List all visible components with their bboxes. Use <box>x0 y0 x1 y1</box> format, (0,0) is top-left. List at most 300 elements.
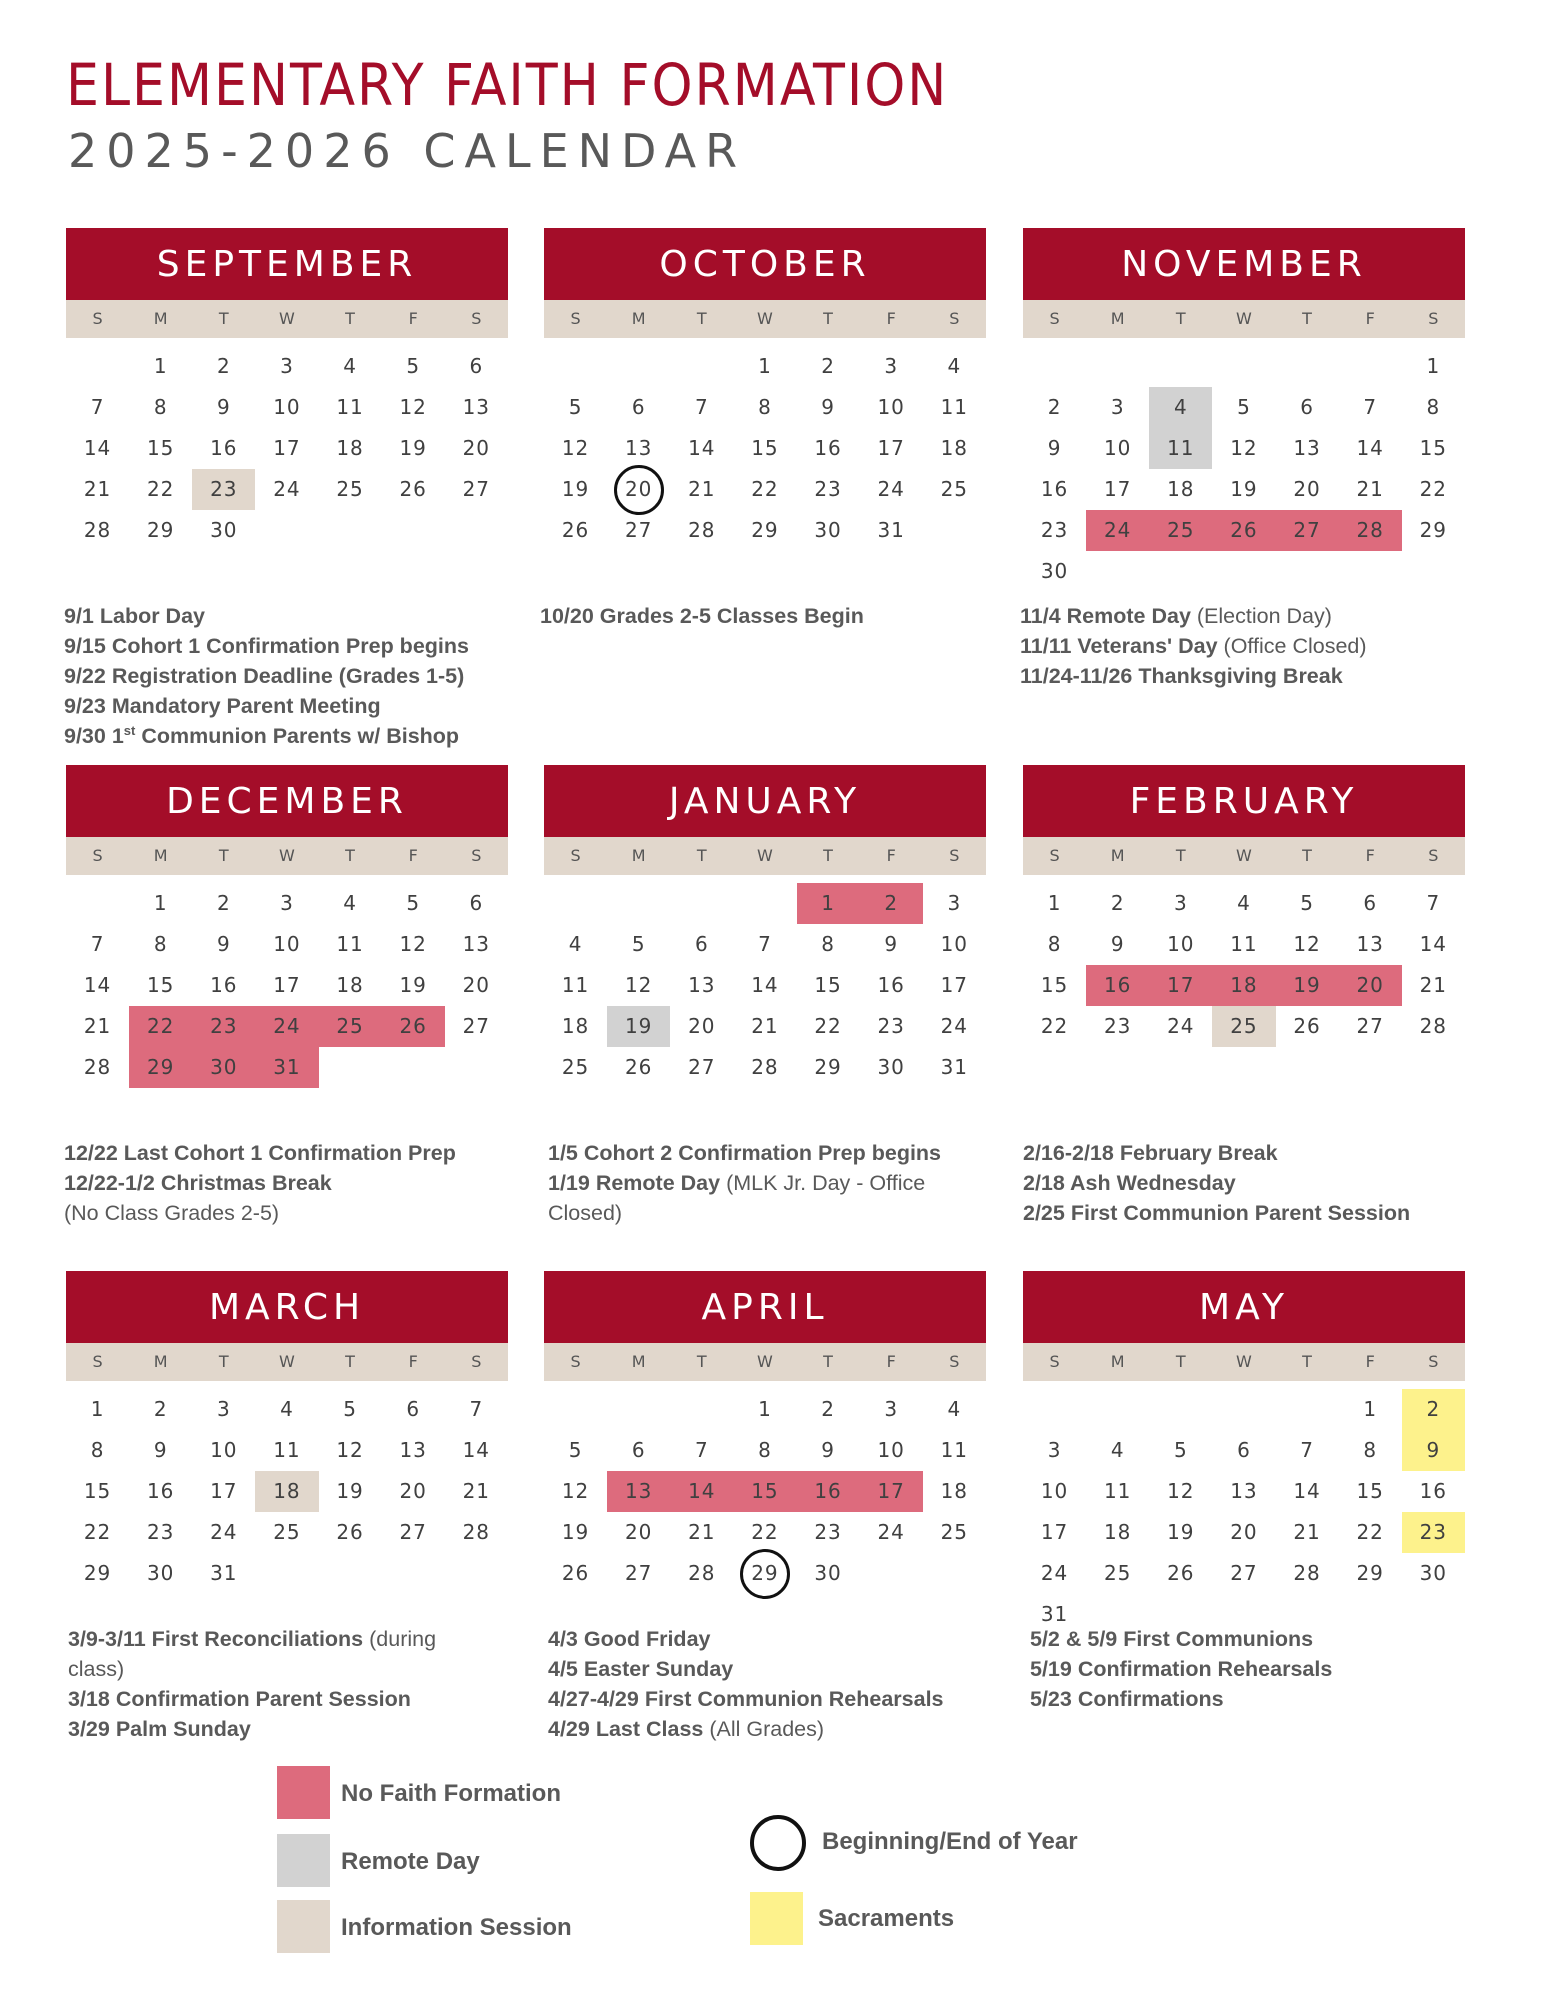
day-cell: 1 <box>153 891 168 915</box>
day-cell: 11 <box>1149 428 1212 469</box>
day-cell: 3 <box>280 354 294 378</box>
day-cell: 14 <box>1419 932 1448 956</box>
legend-circle-icon <box>750 1815 806 1871</box>
note-line <box>64 631 534 661</box>
day-cell: 27 <box>688 1055 716 1079</box>
day-cell: 16 <box>1419 1479 1448 1503</box>
day-cell: 30 <box>877 1055 905 1079</box>
day-cell: 8 <box>1363 1438 1378 1462</box>
day-cell: 9 <box>216 395 231 419</box>
note-normal-text: class) <box>68 1657 125 1681</box>
day-cell: 8 <box>153 932 168 956</box>
weekday-label: W <box>1236 309 1252 328</box>
weekday-label: S <box>1428 846 1439 865</box>
day-cell: 30 <box>1419 1561 1448 1585</box>
day-cell: 1 <box>758 354 772 378</box>
weekday-label: S <box>1049 309 1060 328</box>
day-cell: 24 <box>940 1014 969 1038</box>
day-cell: 3 <box>1047 1438 1062 1462</box>
day-cell: 4 <box>280 1397 294 1421</box>
day-cell: 21 <box>462 1479 491 1503</box>
weekday-label: M <box>631 1352 646 1371</box>
month-header: NOVEMBER <box>1023 228 1465 300</box>
note-bold-text: 9/15 Cohort 1 Confirmation Prep begins <box>64 634 469 658</box>
month-january <box>544 765 986 1088</box>
day-cell: 14 <box>1356 436 1384 460</box>
day-cell: 16 <box>210 436 238 460</box>
day-grid <box>66 1389 508 1594</box>
note-bold-text: 10/20 Grades 2-5 Classes Begin <box>540 604 864 628</box>
note-bold-text: 4/5 Easter Sunday <box>548 1657 734 1681</box>
day-cell: 7 <box>90 932 105 956</box>
day-cell: 29 <box>129 1047 192 1088</box>
day-cell: 12 <box>336 1438 364 1462</box>
day-cell: 17 <box>1040 1520 1069 1544</box>
day-cell: 4 <box>947 1397 962 1421</box>
day-cell: 24 <box>1040 1561 1069 1585</box>
day-cell: 13 <box>462 932 491 956</box>
day-cell: 1 <box>1363 1397 1378 1421</box>
legend-label-information-session: Information Session <box>341 1914 572 1941</box>
day-cell: 24 <box>877 1520 905 1544</box>
day-cell: 22 <box>1356 1520 1384 1544</box>
day-cell: 26 <box>1167 1561 1195 1585</box>
note-bold-text: 2/25 First Communion Parent Session <box>1023 1201 1411 1225</box>
day-cell: 17 <box>210 1479 238 1503</box>
day-cell: 31 <box>1040 1602 1069 1626</box>
day-cell: 9 <box>153 1438 168 1462</box>
legend-label-remote-day: Remote Day <box>341 1848 480 1875</box>
day-cell: 1 <box>90 1397 105 1421</box>
day-cell: 13 <box>624 436 653 460</box>
day-cell: 9 <box>821 395 835 419</box>
day-cell: 18 <box>940 436 969 460</box>
day-cell: 7 <box>758 932 772 956</box>
note-normal-text: Closed) <box>548 1201 623 1225</box>
day-cell: 28 <box>462 1520 491 1544</box>
note-bold-text: 2/18 Ash Wednesday <box>1023 1171 1236 1195</box>
note-line <box>1020 661 1490 691</box>
day-cell: 30 <box>210 518 238 542</box>
day-cell: 19 <box>561 1520 590 1544</box>
note-line <box>548 1198 1018 1228</box>
day-cell: 2 <box>821 1397 835 1421</box>
day-cell: 14 <box>688 436 716 460</box>
day-cell: 17 <box>877 436 905 460</box>
note-bold-text: 9/22 Registration Deadline (Grades 1-5) <box>64 664 465 688</box>
day-cell: 5 <box>568 1438 583 1462</box>
notes-march <box>68 1624 538 1744</box>
weekday-label: S <box>570 1352 581 1371</box>
day-cell: 25 <box>336 477 364 501</box>
day-cell: 17 <box>1149 965 1212 1006</box>
day-cell: 26 <box>1212 510 1275 551</box>
day-cell: 16 <box>877 973 905 997</box>
day-cell: 31 <box>255 1047 318 1088</box>
day-cell: 13 <box>607 1471 670 1512</box>
day-cell: 5 <box>1173 1438 1188 1462</box>
month-header: APRIL <box>544 1271 986 1343</box>
note-bold-text: 3/29 Palm Sunday <box>68 1717 251 1741</box>
notes-september <box>64 601 534 751</box>
note-bold-text: 4/27-4/29 First Communion Rehearsals <box>548 1687 944 1711</box>
day-cell: 1 <box>1426 354 1441 378</box>
note-line <box>1030 1654 1500 1684</box>
day-cell: 6 <box>631 395 646 419</box>
day-cell: 10 <box>1040 1479 1069 1503</box>
empty-day-cell <box>1086 1389 1149 1430</box>
day-cell: 26 <box>624 1055 653 1079</box>
note-line <box>64 721 534 751</box>
note-line <box>548 1654 1018 1684</box>
day-cell: 9 <box>1047 436 1062 460</box>
legend-swatch-sacraments <box>750 1892 803 1945</box>
day-cell: 26 <box>1293 1014 1321 1038</box>
day-cell: 17 <box>940 973 969 997</box>
day-cell: 25 <box>561 1055 590 1079</box>
day-cell: 21 <box>1356 477 1384 501</box>
weekday-label: T <box>823 846 833 865</box>
day-cell: 28 <box>688 1561 716 1585</box>
day-cell: 14 <box>83 436 112 460</box>
note-bold-text: 11/11 Veterans' Day <box>1020 634 1218 658</box>
day-cell: 12 <box>1167 1479 1195 1503</box>
day-cell: 6 <box>631 1438 646 1462</box>
note-bold-text: 3/18 Confirmation Parent Session <box>68 1687 411 1711</box>
weekday-label: T <box>218 309 229 328</box>
weekday-row <box>66 1343 508 1381</box>
day-cell: 6 <box>1363 891 1378 915</box>
note-line <box>64 1138 534 1168</box>
empty-day-cell <box>1023 1389 1086 1430</box>
day-cell: 11 <box>336 932 364 956</box>
day-cell: 6 <box>469 891 484 915</box>
day-cell: 15 <box>1040 973 1069 997</box>
day-cell: 3 <box>216 1397 231 1421</box>
weekday-label: M <box>1110 846 1125 865</box>
day-cell: 21 <box>751 1014 779 1038</box>
month-header: MAY <box>1023 1271 1465 1343</box>
day-cell: 5 <box>631 932 646 956</box>
weekday-label: W <box>1236 846 1252 865</box>
month-september <box>66 228 508 551</box>
day-cell: 17 <box>273 436 301 460</box>
note-line <box>64 661 534 691</box>
day-cell: 19 <box>1230 477 1258 501</box>
weekday-label: S <box>570 309 581 328</box>
note-line <box>68 1684 538 1714</box>
note-line <box>68 1714 538 1744</box>
day-cell: 15 <box>1356 1479 1384 1503</box>
day-cell: 8 <box>90 1438 105 1462</box>
note-bold-text: 4/3 Good Friday <box>548 1627 711 1651</box>
day-cell: 25 <box>319 1006 382 1047</box>
day-cell: 28 <box>751 1055 779 1079</box>
day-cell: 6 <box>1237 1438 1251 1462</box>
empty-day-cell <box>670 346 733 387</box>
day-cell: 10 <box>877 395 905 419</box>
day-cell: 4 <box>1110 1438 1125 1462</box>
weekday-label: S <box>949 846 960 865</box>
day-cell: 19 <box>1276 965 1339 1006</box>
day-cell: 13 <box>1356 932 1384 956</box>
day-cell: 16 <box>210 973 238 997</box>
day-cell: 4 <box>1149 387 1212 428</box>
day-cell: 5 <box>406 891 421 915</box>
day-cell: 29 <box>146 518 175 542</box>
weekday-label: S <box>471 1352 482 1371</box>
day-cell: 15 <box>83 1479 112 1503</box>
weekday-label: T <box>218 1352 229 1371</box>
day-cell: 17 <box>273 973 301 997</box>
day-cell: 23 <box>1402 1512 1465 1553</box>
note-line <box>1023 1168 1493 1198</box>
day-cell: 10 <box>1103 436 1132 460</box>
day-cell: 18 <box>1212 965 1275 1006</box>
day-cell: 18 <box>561 1014 590 1038</box>
day-cell: 21 <box>83 1014 112 1038</box>
empty-day-cell <box>607 1389 670 1430</box>
note-line <box>1030 1624 1500 1654</box>
day-cell: 13 <box>688 973 716 997</box>
note-normal-text: (MLK Jr. Day - Office <box>720 1171 926 1195</box>
note-normal-text: (Office Closed) <box>1217 634 1367 658</box>
day-cell: 6 <box>469 354 484 378</box>
weekday-row <box>66 300 508 338</box>
weekday-label: T <box>345 1352 355 1371</box>
notes-november <box>1020 601 1490 691</box>
day-cell: 10 <box>273 932 301 956</box>
notes-april <box>548 1624 1018 1744</box>
weekday-label: T <box>345 846 355 865</box>
day-cell: 2 <box>216 354 231 378</box>
day-cell: 19 <box>1167 1520 1195 1544</box>
weekday-label: M <box>631 846 646 865</box>
legend-label-no-faith-formation: No Faith Formation <box>341 1780 561 1807</box>
day-cell: 6 <box>406 1397 421 1421</box>
day-cell: 23 <box>1103 1014 1132 1038</box>
day-cell: 8 <box>1426 395 1441 419</box>
day-cell: 12 <box>399 395 427 419</box>
day-cell: 31 <box>940 1055 969 1079</box>
note-line <box>548 1684 1018 1714</box>
day-cell: 24 <box>1167 1014 1195 1038</box>
weekday-label: S <box>1428 309 1439 328</box>
day-cell: 20 <box>1293 477 1321 501</box>
weekday-label: T <box>823 1352 833 1371</box>
day-cell: 20 <box>462 436 491 460</box>
weekday-label: W <box>279 309 295 328</box>
weekday-label: W <box>279 846 295 865</box>
weekday-label: F <box>1365 846 1375 865</box>
day-cell: 23 <box>877 1014 905 1038</box>
day-cell: 27 <box>1230 1561 1258 1585</box>
empty-day-cell <box>670 1389 733 1430</box>
day-cell: 5 <box>568 395 583 419</box>
weekday-label: M <box>1110 309 1125 328</box>
day-cell: 18 <box>940 1479 969 1503</box>
day-cell: 13 <box>462 395 491 419</box>
day-cell: 24 <box>877 477 905 501</box>
day-cell: 1 <box>153 354 168 378</box>
note-bold-text: 5/23 Confirmations <box>1030 1687 1224 1711</box>
note-line <box>64 1168 534 1198</box>
day-cell: 16 <box>1040 477 1069 501</box>
day-cell: 1 <box>758 1397 772 1421</box>
note-bold-text: 3/9-3/11 First Reconciliations <box>68 1627 364 1651</box>
day-cell: 19 <box>607 1006 670 1047</box>
day-cell: 5 <box>1300 891 1314 915</box>
day-cell: 29 <box>814 1055 842 1079</box>
weekday-label: T <box>823 309 833 328</box>
day-cell: 11 <box>336 395 364 419</box>
day-grid <box>544 883 986 1088</box>
month-header: OCTOBER <box>544 228 986 300</box>
day-cell: 14 <box>1293 1479 1321 1503</box>
weekday-label: T <box>1302 309 1312 328</box>
weekday-label: T <box>1302 1352 1312 1371</box>
day-grid <box>1023 883 1465 1047</box>
weekday-label: W <box>757 1352 773 1371</box>
empty-day-cell <box>1023 346 1086 387</box>
day-cell: 10 <box>1167 932 1195 956</box>
day-cell: 20 <box>399 1479 427 1503</box>
day-cell: 2 <box>860 883 923 924</box>
weekday-label: F <box>886 309 896 328</box>
day-cell: 17 <box>1103 477 1132 501</box>
weekday-label: W <box>279 1352 295 1371</box>
note-line <box>64 691 534 721</box>
day-cell: 4 <box>947 354 962 378</box>
day-cell: 24 <box>210 1520 238 1544</box>
day-cell: 16 <box>814 436 842 460</box>
weekday-label: S <box>471 846 482 865</box>
day-cell: 21 <box>1419 973 1448 997</box>
note-bold-text: 9/1 Labor Day <box>64 604 205 628</box>
weekday-label: S <box>92 1352 103 1371</box>
day-cell: 12 <box>561 436 590 460</box>
day-cell: 21 <box>688 477 716 501</box>
day-cell: 10 <box>940 932 969 956</box>
day-cell: 27 <box>1356 1014 1384 1038</box>
legend-swatch-remote-day <box>277 1834 330 1887</box>
note-bold-text: 5/2 & 5/9 First Communions <box>1030 1627 1314 1651</box>
day-cell: 14 <box>83 973 112 997</box>
day-cell: 30 <box>146 1561 175 1585</box>
month-header: SEPTEMBER <box>66 228 508 300</box>
day-cell: 31 <box>877 518 905 542</box>
day-cell: 7 <box>1300 1438 1314 1462</box>
weekday-row <box>544 1343 986 1381</box>
legend-swatch-no-faith-formation <box>277 1766 330 1819</box>
day-cell: 3 <box>947 891 962 915</box>
weekday-label: T <box>696 1352 707 1371</box>
day-cell: 22 <box>129 1006 192 1047</box>
note-bold-text: 11/4 Remote Day <box>1020 604 1191 628</box>
weekday-label: S <box>471 309 482 328</box>
day-cell: 23 <box>1040 518 1069 542</box>
day-cell: 9 <box>1110 932 1125 956</box>
note-line <box>64 1198 534 1228</box>
weekday-label: S <box>1049 1352 1060 1371</box>
day-cell: 10 <box>877 1438 905 1462</box>
day-cell: 26 <box>561 1561 590 1585</box>
empty-day-cell <box>1086 346 1149 387</box>
weekday-label: S <box>92 309 103 328</box>
weekday-label: S <box>570 846 581 865</box>
day-cell: 11 <box>940 395 969 419</box>
day-cell: 3 <box>1110 395 1125 419</box>
weekday-label: S <box>949 1352 960 1371</box>
day-cell: 3 <box>280 891 294 915</box>
day-cell: 20 <box>607 469 670 510</box>
weekday-label: W <box>757 846 773 865</box>
day-cell: 19 <box>399 436 427 460</box>
weekday-label: T <box>1175 1352 1186 1371</box>
day-cell: 11 <box>1103 1479 1132 1503</box>
day-cell: 22 <box>1419 477 1448 501</box>
weekday-row <box>1023 300 1465 338</box>
day-cell: 7 <box>469 1397 484 1421</box>
day-cell: 15 <box>146 436 175 460</box>
note-normal-text: (No Class Grades 2-5) <box>64 1201 280 1225</box>
weekday-label: M <box>153 846 168 865</box>
day-cell: 28 <box>688 518 716 542</box>
note-line <box>1023 1138 1493 1168</box>
day-cell: 29 <box>751 518 779 542</box>
empty-day-cell <box>1276 1389 1339 1430</box>
day-grid <box>66 883 508 1088</box>
note-bold-text: 1/19 Remote Day <box>548 1171 721 1195</box>
page-subtitle: 2025-2026 CALENDAR <box>68 124 747 178</box>
day-cell: 25 <box>1103 1561 1132 1585</box>
day-cell: 7 <box>694 1438 709 1462</box>
day-cell: 23 <box>146 1520 175 1544</box>
weekday-row <box>544 300 986 338</box>
day-cell: 12 <box>399 932 427 956</box>
day-cell: 9 <box>1402 1430 1465 1471</box>
note-bold-text: 9/23 Mandatory Parent Meeting <box>64 694 381 718</box>
weekday-label: S <box>1049 846 1060 865</box>
month-november <box>1023 228 1465 592</box>
day-cell: 25 <box>940 477 969 501</box>
day-cell: 26 <box>561 518 590 542</box>
weekday-label: T <box>696 309 707 328</box>
day-cell: 12 <box>1293 932 1321 956</box>
day-cell: 7 <box>90 395 105 419</box>
day-cell: 22 <box>814 1014 842 1038</box>
weekday-label: S <box>1428 1352 1439 1371</box>
day-cell: 28 <box>1419 1014 1448 1038</box>
day-cell: 10 <box>210 1438 238 1462</box>
note-normal-text: (All Grades) <box>703 1717 825 1741</box>
empty-day-cell <box>66 883 129 924</box>
month-header: DECEMBER <box>66 765 508 837</box>
legend-label-sacraments: Sacraments <box>818 1905 955 1932</box>
day-cell: 29 <box>1356 1561 1384 1585</box>
note-line <box>68 1624 538 1654</box>
empty-day-cell <box>607 346 670 387</box>
day-cell: 27 <box>462 477 491 501</box>
weekday-label: W <box>1236 1352 1252 1371</box>
legend-swatch-information-session <box>277 1900 330 1953</box>
day-cell: 18 <box>336 973 364 997</box>
note-line <box>548 1138 1018 1168</box>
month-march <box>66 1271 508 1594</box>
day-cell: 14 <box>751 973 779 997</box>
weekday-label: F <box>1365 309 1375 328</box>
empty-day-cell <box>1212 346 1275 387</box>
